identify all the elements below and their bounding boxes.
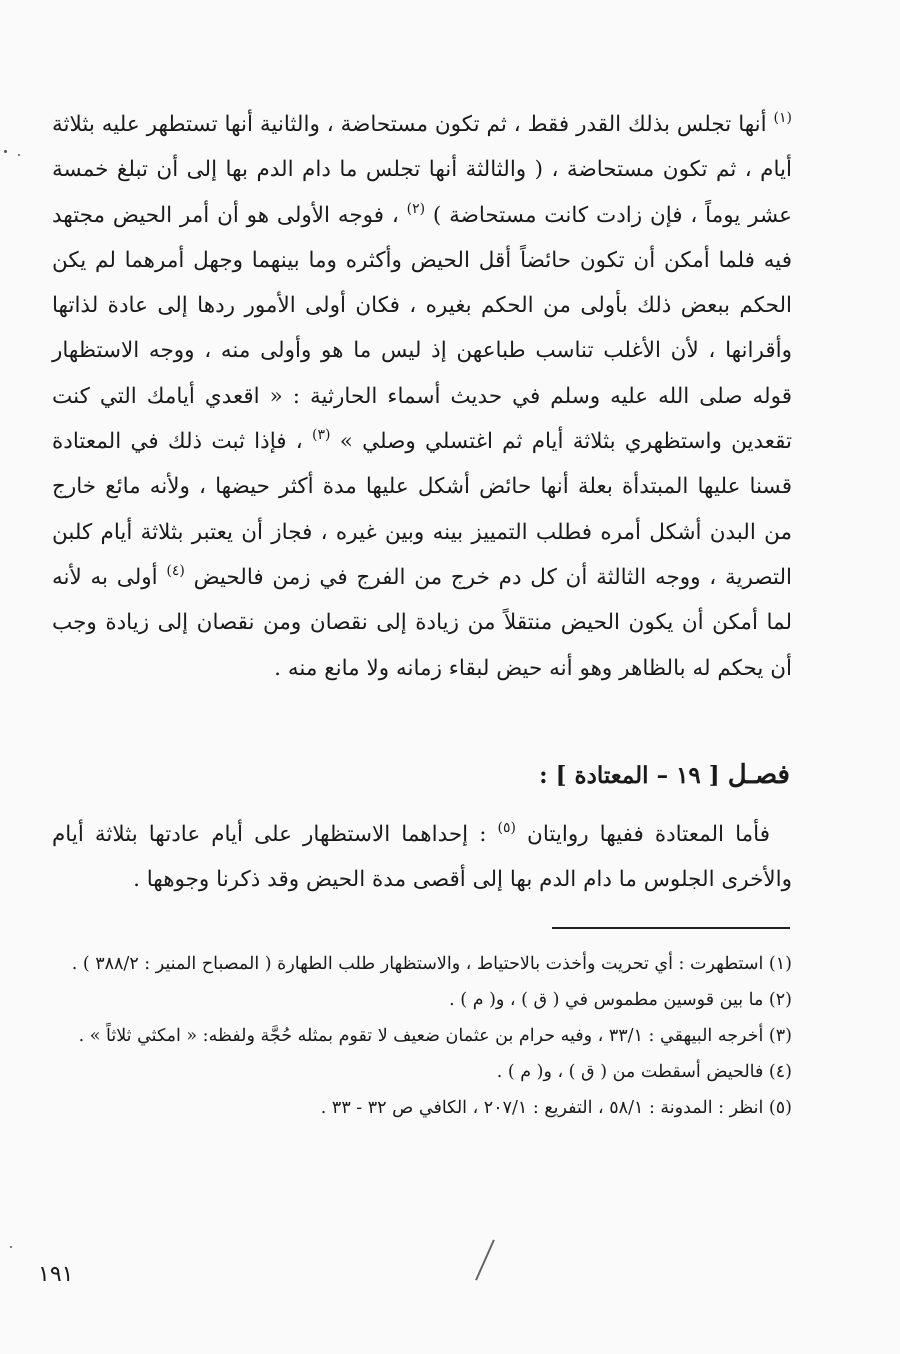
footnote-1: (١) استطهرت : أي تحريت وأخذت بالاحتياط ، والاستظهار طلب الطهارة ( المصباح المنير : ٣٨٨/٢ ) .	[71, 954, 792, 974]
main-paragraph	[52, 102, 792, 691]
main-text-block	[52, 102, 792, 691]
section-text-block	[52, 812, 792, 902]
footnote-3: (٣) أخرجه البيهقي : ٣٣/١ ، وفيه حرام بن عثمان ضعيف لا تقوم بمثله حُجَّة ولفظه: « امكثي ثلاثاً » .	[78, 1026, 792, 1046]
scan-edge-speck	[18, 154, 20, 156]
footnote-ref-1: (١)	[773, 110, 792, 126]
footnote-4: (٤) فالحيض أسقطت من ( ق ) ، و( م ) .	[496, 1062, 792, 1082]
footnotes-block	[52, 946, 792, 1126]
main-text-part-b: ، فوجه الأولى هو أن أمر الحيض مجتهد فيه فلما أمكن أن تكون حائضاً أقل الحيض وأكثره وما بينهما وجهل أمرهما لم يكن الحكم ببعض ذلك بأولى من الحكم بغيره ، فكان أولى الأمور ردها إلى عادة لذاتها وأقرانها ، لأن الأغلب تناسب طباعهن إذ ليس ما هو وأولى منه ، ووجه الاستظهار قوله صلى الله عليه وسلم في حديث أسماء الحارثية : « اقعدي أيامك التي كنت تقعدين واستظهري بثلاثة أيام ثم اغتسلي وصلي »	[52, 202, 793, 455]
footnote-2: (٢) ما بين قوسين مطموس في ( ق ) ، و( م ) .	[449, 990, 792, 1010]
section-heading	[539, 760, 790, 790]
footnote-ref-4: (٤)	[166, 562, 185, 579]
main-text-part-d: أولى به لأنه لما أمكن أن يكون الحيض منتقلاً من زيادة إلى نقصان ومن نقصان إلى زيادة وجب أن يحكم له بالظاهر وهو أنه حيض لبقاء زمانه ولا مانع منه .	[52, 564, 792, 681]
section-paragraph	[52, 812, 792, 902]
main-text-part-a: أنها تجلس بذلك القدر فقط ، ثم تكون مستحاضة ، والثانية أنها تستطهر عليه بثلاثة أيام ، ثم تكون مستحاضة ، ( والثالثة أنها تجلس ما دام الدم بها إلى أن تبلغ خمسة عشر يوماً ، فإن زادت كانت مستحاضة )	[52, 112, 792, 228]
footnote-ref-2: (٢)	[406, 200, 426, 217]
footnote-5: (٥) انظر : المدونة : ٥٨/١ ، التفريع : ٢٠٧/١ ، الكافي ص ٣٢ - ٣٣ .	[320, 1098, 792, 1118]
footnote-ref-5: (٥)	[497, 820, 516, 836]
section-heading-word: فصـل	[727, 760, 790, 790]
footnote-divider	[552, 927, 790, 929]
page-number: ١٩١	[38, 1262, 74, 1287]
section-heading-title: [ ١٩ – المعتادة ] :	[539, 762, 720, 789]
section-text-part-a: فأما المعتادة ففيها روايتان	[527, 822, 770, 847]
scan-edge-speck	[10, 1246, 12, 1248]
scan-stray-mark	[475, 1239, 495, 1280]
footnote-ref-3: (٣)	[311, 427, 331, 444]
section-text-part-b: : إحداهما الاستظهار على أيام عادتها بثلاثة أيام والأخرى الجلوس ما دام الدم بها إلى أقصى مدة الحيض وقد ذكرنا وجوهها .	[52, 822, 792, 892]
main-text-part-c: ، فإذا ثبت ذلك في المعتادة قسنا عليها المبتدأة بعلة أنها حائض أشكل عليها مدة أكثر حيضها ، ولأنه مائع خارج من البدن أشكل أمره فطلب التمييز بينه وبين غيره ، فجاز أن يعتبر بثلاثة أيام كلبن التصرية ، ووجه الثالثة أن كل دم خرج من الفرج في زمن فالحيض	[52, 429, 792, 590]
scan-edge-speck	[4, 150, 7, 153]
